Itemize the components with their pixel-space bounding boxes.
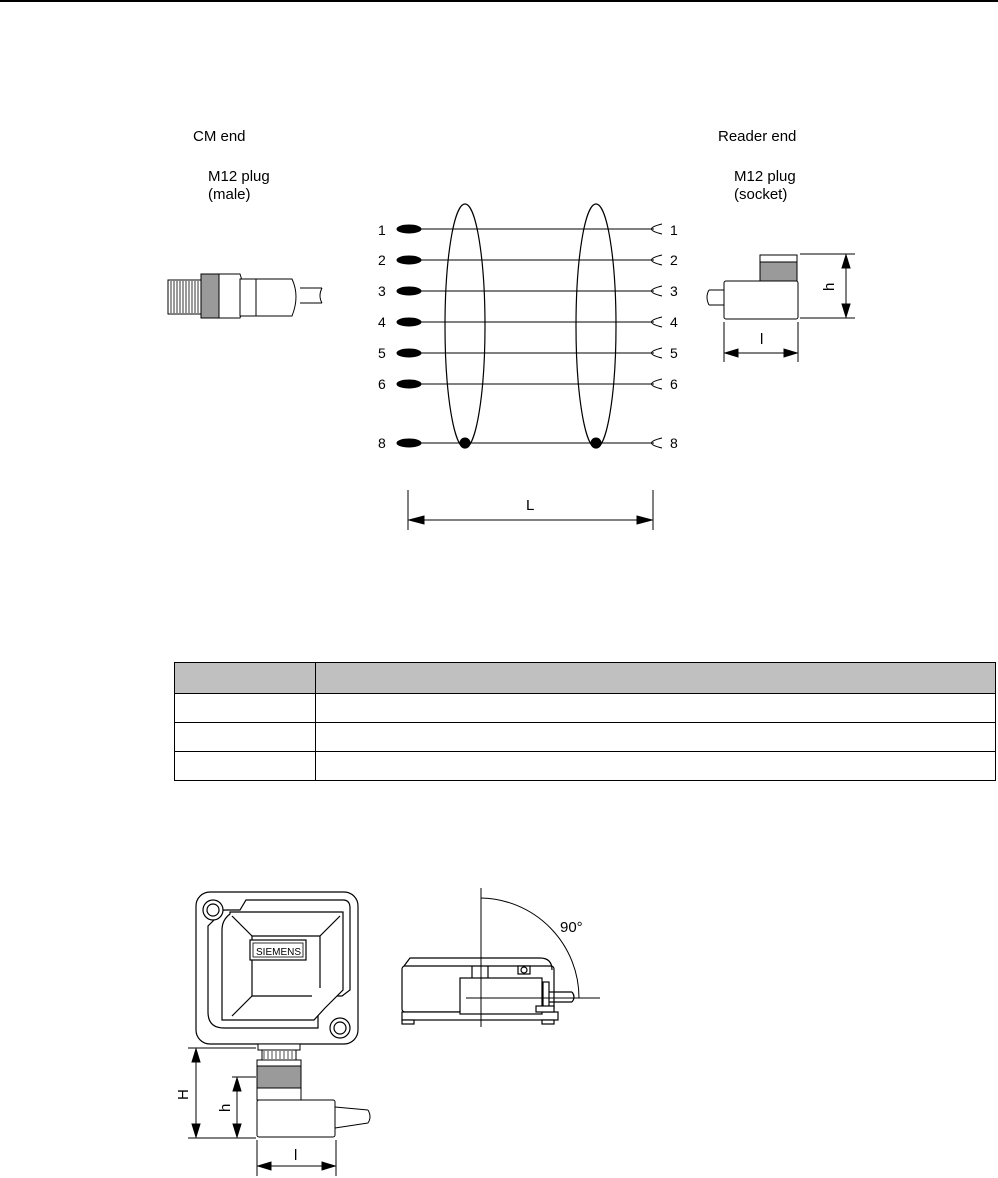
- cm-connector-label: M12 plug (male): [208, 168, 270, 203]
- siemens-logo: SIEMENS: [256, 947, 302, 958]
- pin-label-left: 8: [378, 435, 386, 451]
- pin-label-right: 6: [670, 376, 678, 392]
- reader-front-connector: [257, 1044, 370, 1137]
- connector-height-label: h: [217, 1103, 234, 1112]
- wire-pin-5: [397, 348, 662, 358]
- table-row: [175, 723, 996, 752]
- pin-label-right: 3: [670, 283, 678, 299]
- reader-side-view: [402, 958, 574, 1024]
- pin-label-left: 5: [378, 345, 386, 361]
- wire-pin-3: [397, 286, 662, 296]
- shield-junction-dot: [591, 438, 601, 448]
- reader-drawings: [0, 870, 998, 1178]
- wire-pin-1: [397, 224, 662, 234]
- wire-pin-8: [397, 438, 662, 448]
- reader-end-label: Reader end: [718, 128, 797, 145]
- m12-socket-plug-drawing: [707, 255, 798, 319]
- overall-height-label: H: [175, 1089, 192, 1100]
- pin-label-right: 5: [670, 345, 678, 361]
- reader-connector-label: M12 plug (socket): [734, 168, 796, 203]
- length-label: L: [526, 497, 535, 514]
- table-header-cell: [316, 663, 996, 694]
- table-cell: [175, 723, 316, 752]
- pin-label-right: 4: [670, 314, 678, 330]
- table-header-row: [175, 663, 996, 694]
- wire-pin-6: [397, 379, 662, 389]
- reader-front-view: [196, 892, 358, 1044]
- pin-label-right: 1: [670, 222, 678, 238]
- pin-label-left: 1: [378, 222, 386, 238]
- wire-pin-4: [397, 317, 662, 327]
- pin-label-left: 2: [378, 252, 386, 268]
- dimension-table: [174, 662, 996, 781]
- table-header-cell: [175, 663, 316, 694]
- pin-label-right: 8: [670, 435, 678, 451]
- connector-length-label: l: [294, 1147, 298, 1164]
- cm-end-label: CM end: [193, 128, 246, 145]
- pin-label-left: 6: [378, 376, 386, 392]
- wire-pin-2: [397, 255, 662, 265]
- table-cell: [316, 694, 996, 723]
- table-cell: [316, 752, 996, 781]
- shield-loop-left: [445, 204, 485, 448]
- table-cell: [316, 723, 996, 752]
- table-cell: [175, 752, 316, 781]
- m12-male-plug-drawing: [168, 274, 322, 318]
- shield-loop-right: [576, 204, 616, 448]
- pin-label-right: 2: [670, 252, 678, 268]
- shield-junction-dot: [460, 438, 470, 448]
- pin-label-left: 3: [378, 283, 386, 299]
- table-row: [175, 752, 996, 781]
- socket-length-label: l: [760, 331, 764, 348]
- socket-height-label: h: [821, 282, 838, 291]
- pin-label-left: 4: [378, 314, 386, 330]
- angle-label: 90°: [560, 919, 583, 936]
- table-row: [175, 694, 996, 723]
- table-cell: [175, 694, 316, 723]
